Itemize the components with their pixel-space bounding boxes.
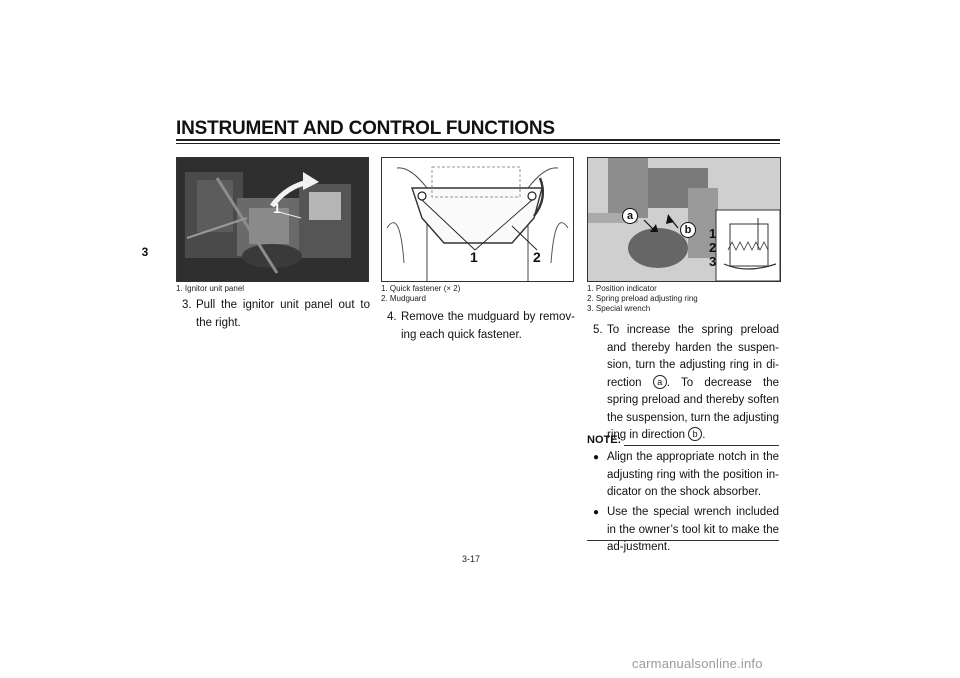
note-bullet: ● Align the appropriate notch in the adjusting ring with the position in-dicator on the shock absorber. xyxy=(593,451,779,498)
note-end-rule xyxy=(587,540,779,541)
step-text: Remove the mudguard by remov-ing each quick fastener. xyxy=(401,311,575,341)
figure-callout-2: 2 xyxy=(709,240,717,255)
direction-b-mark: b xyxy=(688,427,702,441)
bullet-icon: ● xyxy=(593,507,600,518)
shock-absorber-illustration xyxy=(588,158,780,281)
step-text: Pull the ignitor unit panel out to the right. xyxy=(196,299,370,329)
step-number: 5. xyxy=(593,324,603,336)
header-rule-thin xyxy=(176,143,780,144)
figure-ignitor-panel xyxy=(176,157,369,282)
figure-caption-2: 1. Quick fastener (× 2) 2. Mudguard xyxy=(381,284,461,303)
bullet-icon: ● xyxy=(593,452,600,463)
step-number: 4. xyxy=(387,311,397,323)
ignitor-panel-illustration xyxy=(177,158,368,281)
figure-callout-1: 1 xyxy=(273,200,281,216)
direction-a-icon: a xyxy=(622,208,638,224)
note-bullet: ● Use the special wrench included in the owner’s tool kit to make the ad-justment. xyxy=(593,506,779,553)
step-text: To increase the spring preload and thereby harden the suspen-sion, turn the adjusting ring in di-rection a . To decrease the spring preload and thereby soften the suspension, turn the adjusting ring in direction b . xyxy=(607,324,779,441)
step-5 xyxy=(593,322,779,445)
watermark: carmanualsonline.info xyxy=(632,656,763,671)
chapter-tab: 3 xyxy=(141,245,149,259)
step-number: 3. xyxy=(182,299,192,311)
figure-callout-3: 3 xyxy=(709,254,717,269)
figure-mudguard xyxy=(381,157,574,282)
direction-a-mark: a xyxy=(653,375,667,389)
step-4 xyxy=(387,309,575,344)
figure-caption-3: 1. Position indicator 2. Spring preload adjusting ring 3. Special wrench xyxy=(587,284,698,313)
note-label: NOTE: xyxy=(587,434,622,446)
page-number: 3-17 xyxy=(462,554,481,564)
header-rule xyxy=(176,139,780,141)
figure-callout-2: 2 xyxy=(533,249,541,265)
direction-b-icon: b xyxy=(680,222,696,238)
figure-callout-1: 1 xyxy=(470,249,478,265)
page-title: INSTRUMENT AND CONTROL FUNCTIONS xyxy=(176,118,555,139)
note-rule xyxy=(624,445,779,446)
figure-caption-1: 1. Ignitor unit panel xyxy=(176,284,245,293)
figure-callout-1: 1 xyxy=(709,226,717,241)
figure-spring-preload xyxy=(587,157,781,282)
step-3 xyxy=(182,297,370,332)
